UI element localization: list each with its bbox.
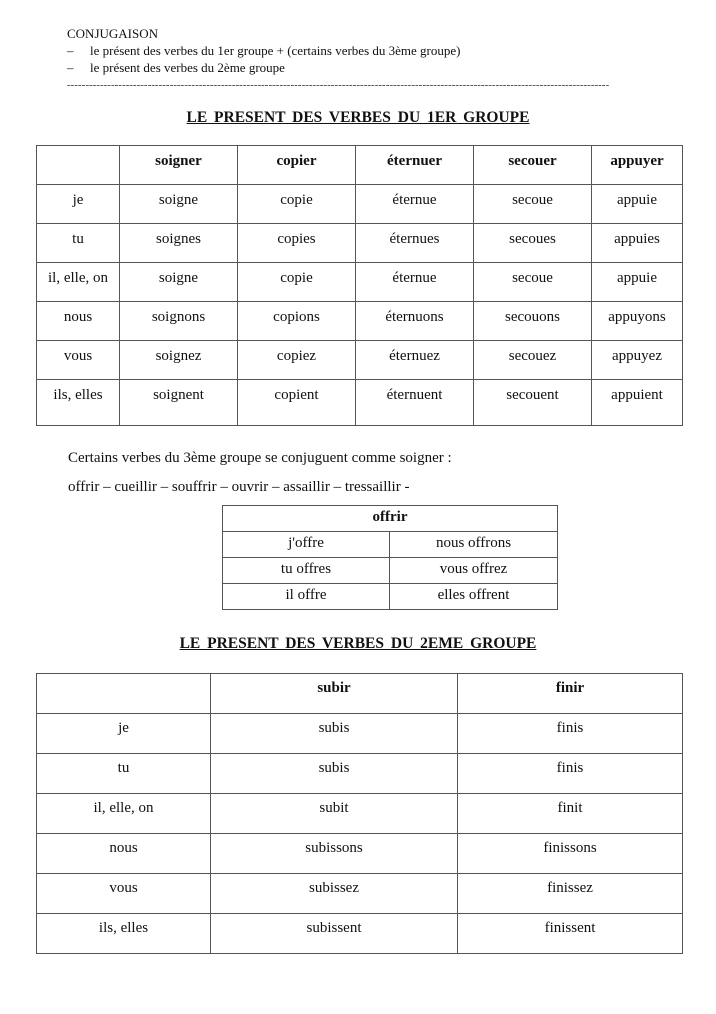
table-row	[37, 185, 683, 224]
table-cell: éternues	[356, 224, 474, 263]
pronoun-cell: il, elle, on	[37, 263, 120, 302]
header-cell: secouer	[474, 146, 592, 185]
table-cell: elles offrent	[390, 584, 558, 610]
table-cell: secoues	[474, 224, 592, 263]
header-list-item	[67, 60, 285, 76]
table-cell: subit	[211, 794, 458, 834]
table-cell: soignent	[120, 380, 238, 426]
pronoun-cell: vous	[37, 874, 211, 914]
pronoun-cell: je	[37, 714, 211, 754]
header-cell	[37, 674, 211, 714]
section-title-2eme-groupe: LE PRESENT DES VERBES DU 2EME GROUPE	[179, 635, 537, 652]
table-cell: finit	[458, 794, 683, 834]
table-cell: soignons	[120, 302, 238, 341]
table-cell: nous offrons	[390, 532, 558, 558]
list-bullet: –	[67, 43, 74, 58]
table-cell: éternuent	[356, 380, 474, 426]
table-cell: soignes	[120, 224, 238, 263]
table-row	[223, 558, 558, 584]
table-header-row	[37, 146, 683, 185]
table-cell: vous offrez	[390, 558, 558, 584]
pronoun-cell: ils, elles	[37, 380, 120, 426]
table-cell: éternuez	[356, 341, 474, 380]
table-cell: finissons	[458, 834, 683, 874]
table-cell: tu offres	[223, 558, 390, 584]
table-row	[37, 380, 683, 426]
table-row	[223, 532, 558, 558]
header-list-item	[67, 43, 460, 59]
table-cell: appuyons	[592, 302, 683, 341]
table-row	[37, 714, 683, 754]
table-cell: finis	[458, 714, 683, 754]
pronoun-cell: ils, elles	[37, 914, 211, 954]
header-cell: appuyer	[592, 146, 683, 185]
table-cell: secouez	[474, 341, 592, 380]
table-row	[37, 794, 683, 834]
pronoun-cell: il, elle, on	[37, 794, 211, 834]
table-cell: subissons	[211, 834, 458, 874]
table-row	[37, 302, 683, 341]
table-cell: appuient	[592, 380, 683, 426]
dashed-separator: ----------------------------------------------------------------------------------------------------------------------------------------------------	[67, 79, 610, 91]
list-item-text: le présent des verbes du 1er groupe + (certains verbes du 3ème groupe)	[90, 43, 461, 58]
header-cell: copier	[238, 146, 356, 185]
table-cell: subissent	[211, 914, 458, 954]
header-cell	[37, 146, 120, 185]
table-cell: subis	[211, 754, 458, 794]
header-cell: offrir	[223, 506, 558, 532]
table-header-row	[37, 674, 683, 714]
table-cell: copiez	[238, 341, 356, 380]
table-cell: soignez	[120, 341, 238, 380]
table-cell: il offre	[223, 584, 390, 610]
table-cell: éternue	[356, 263, 474, 302]
table-cell: finissez	[458, 874, 683, 914]
table-cell: subis	[211, 714, 458, 754]
third-group-intro: Certains verbes du 3ème groupe se conjuguent comme soigner :	[68, 450, 452, 466]
table-cell: secouent	[474, 380, 592, 426]
table-cell: éternuons	[356, 302, 474, 341]
table-header-row	[223, 506, 558, 532]
table-cell: finissent	[458, 914, 683, 954]
conjugation-table-2eme-groupe	[36, 673, 683, 954]
table-cell: secouons	[474, 302, 592, 341]
offrir-table	[222, 505, 558, 610]
pronoun-cell: nous	[37, 302, 120, 341]
table-row	[37, 224, 683, 263]
pronoun-cell: vous	[37, 341, 120, 380]
pronoun-cell: je	[37, 185, 120, 224]
table-cell: appuie	[592, 185, 683, 224]
table-row	[223, 584, 558, 610]
table-cell: copions	[238, 302, 356, 341]
table-cell: copient	[238, 380, 356, 426]
table-row	[37, 263, 683, 302]
table-cell: éternue	[356, 185, 474, 224]
pronoun-cell: tu	[37, 754, 211, 794]
table-cell: soigne	[120, 185, 238, 224]
pronoun-cell: tu	[37, 224, 120, 263]
table-cell: copie	[238, 185, 356, 224]
list-item-text: le présent des verbes du 2ème groupe	[90, 60, 285, 75]
table-cell: finis	[458, 754, 683, 794]
third-group-verb-list: offrir – cueillir – souffrir – ouvrir – assaillir – tressaillir -	[68, 479, 410, 495]
table-row	[37, 341, 683, 380]
table-cell: appuyez	[592, 341, 683, 380]
table-row	[37, 754, 683, 794]
conjugation-table-1er-groupe	[36, 145, 683, 426]
pronoun-cell: nous	[37, 834, 211, 874]
table-cell: secoue	[474, 185, 592, 224]
table-cell: appuies	[592, 224, 683, 263]
table-row	[37, 834, 683, 874]
table-cell: copie	[238, 263, 356, 302]
table-cell: soigne	[120, 263, 238, 302]
document-title: CONJUGAISON	[67, 26, 159, 41]
header-cell: finir	[458, 674, 683, 714]
header-cell: subir	[211, 674, 458, 714]
section-title-1er-groupe: LE PRESENT DES VERBES DU 1ER GROUPE	[186, 109, 530, 126]
table-cell: appuie	[592, 263, 683, 302]
list-bullet: –	[67, 60, 74, 75]
table-cell: j'offre	[223, 532, 390, 558]
table-cell: subissez	[211, 874, 458, 914]
table-row	[37, 914, 683, 954]
header-cell: soigner	[120, 146, 238, 185]
table-cell: copies	[238, 224, 356, 263]
header-cell: éternuer	[356, 146, 474, 185]
table-cell: secoue	[474, 263, 592, 302]
table-row	[37, 874, 683, 914]
